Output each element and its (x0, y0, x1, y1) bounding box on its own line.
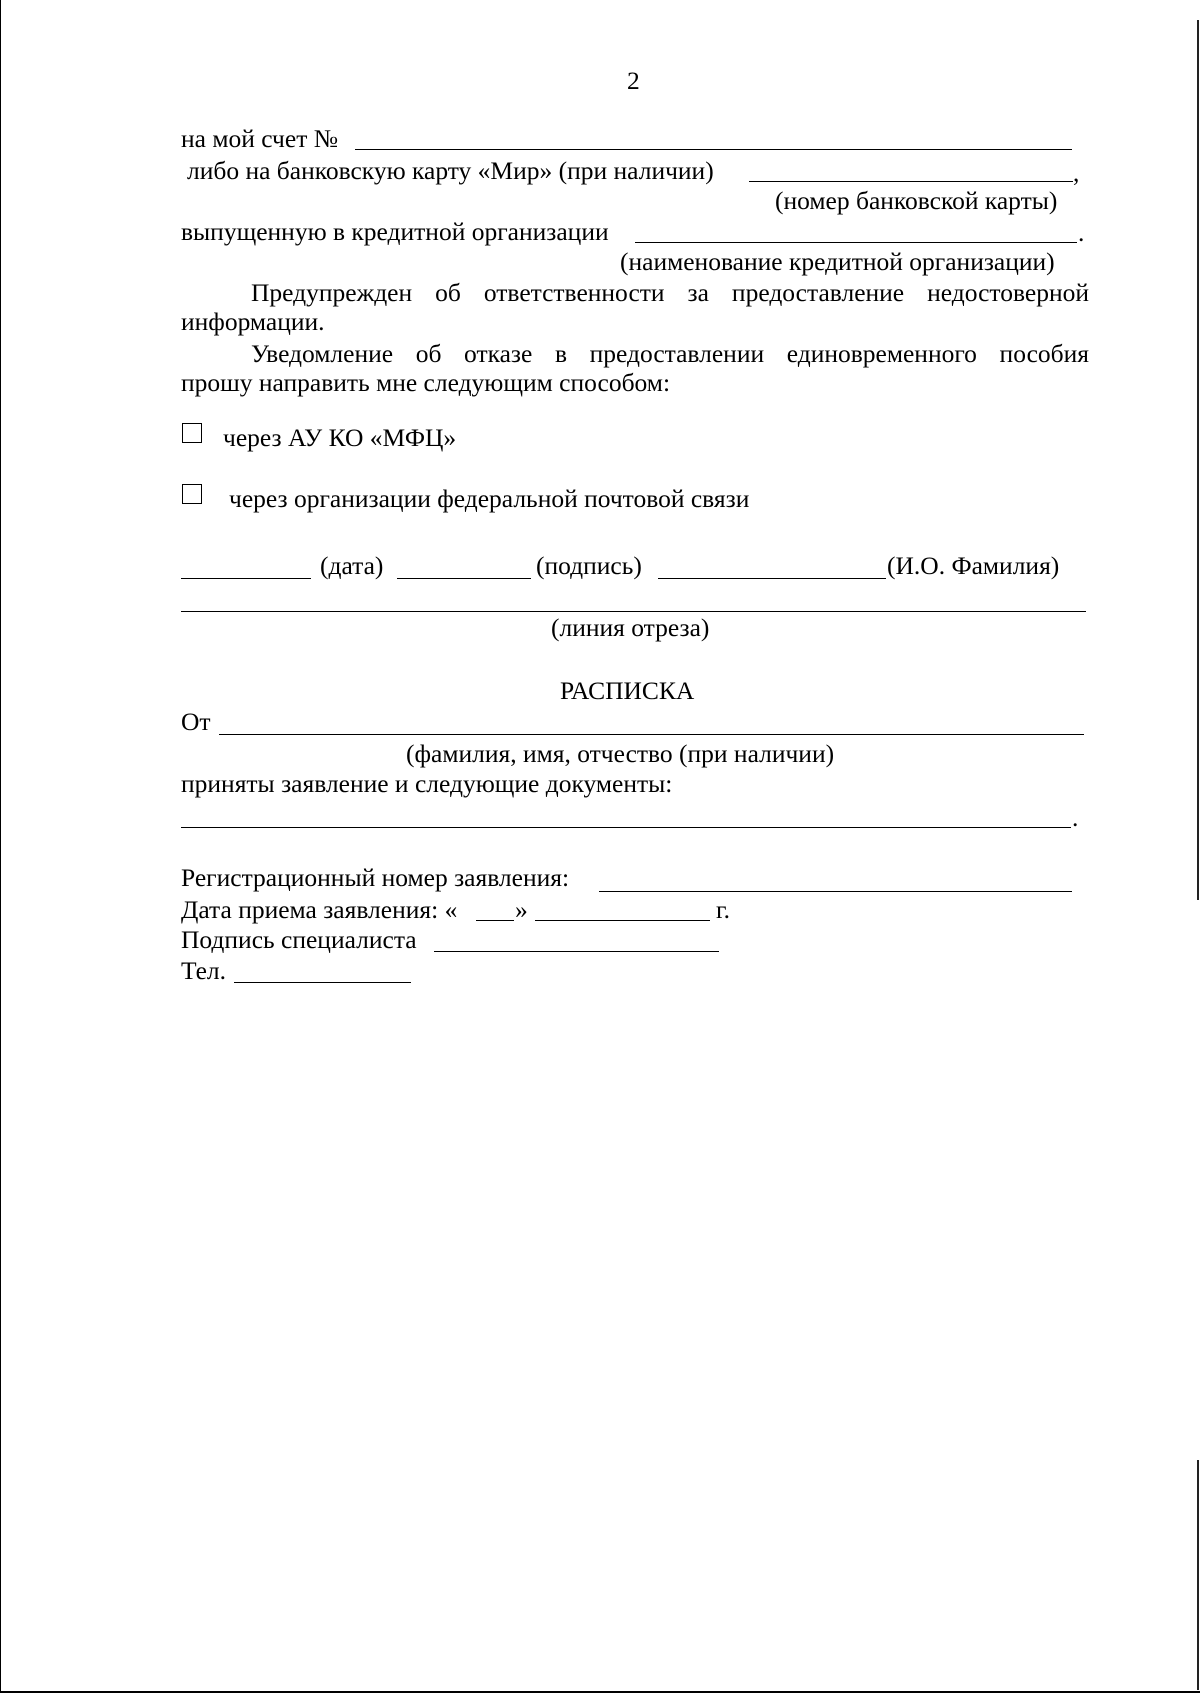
documents-trailing-dot: . (1072, 803, 1079, 832)
date-caption: (дата) (320, 551, 384, 580)
phone-label: Тел. (181, 956, 227, 985)
cut-line-caption: (линия отреза) (551, 613, 710, 642)
year-suffix: г. (716, 895, 730, 924)
specialist-signature-field[interactable] (434, 951, 719, 952)
documents-label: приняты заявление и следующие документы: (181, 769, 673, 798)
card-number-field[interactable] (749, 181, 1073, 182)
receipt-title: РАСПИСКА (560, 676, 695, 705)
from-name-field[interactable] (219, 734, 1084, 735)
documents-field[interactable] (181, 827, 1071, 828)
bank-label: выпущенную в кредитной организации (181, 217, 609, 246)
specialist-label: Подпись специалиста (181, 925, 417, 954)
scan-edge (1197, 1460, 1199, 1690)
page-number: 2 (627, 66, 640, 95)
bank-trailing-dot: . (1078, 218, 1085, 247)
cut-line (181, 611, 1086, 612)
warning-line-2: информации. (181, 307, 325, 336)
scan-edge (1197, 20, 1199, 900)
from-caption: (фамилия, имя, отчество (при наличии) (406, 739, 835, 768)
account-number-field[interactable] (355, 149, 1072, 150)
name-caption: (И.О. Фамилия) (887, 551, 1060, 580)
refusal-line-2: прошу направить мне следующим способом: (181, 368, 671, 397)
name-field[interactable] (658, 578, 886, 579)
reg-number-label: Регистрационный номер заявления: (181, 863, 570, 892)
signature-caption: (подпись) (536, 551, 642, 580)
account-label: на мой счет № (181, 124, 339, 153)
month-field[interactable] (535, 920, 710, 921)
date-close-quote: » (515, 895, 528, 924)
bank-name-field[interactable] (635, 242, 1077, 243)
date-field[interactable] (181, 578, 311, 579)
phone-field[interactable] (234, 982, 411, 983)
signature-field[interactable] (397, 578, 531, 579)
date-received-label: Дата приема заявления: « (181, 895, 458, 924)
refusal-line-1: Уведомление об отказе в предоставлении единовременного пособия (251, 339, 1089, 368)
card-label: либо на банковскую карту «Мир» (при наличии) (187, 156, 714, 185)
mfc-delivery-checkbox[interactable] (182, 423, 202, 443)
mfc-delivery-label: через АУ КО «МФЦ» (223, 423, 457, 452)
card-trailing-comma: , (1073, 158, 1080, 187)
from-label: От (181, 707, 211, 736)
post-delivery-checkbox[interactable] (182, 484, 202, 504)
reg-number-field[interactable] (599, 891, 1072, 892)
warning-line-1: Предупрежден об ответственности за предоставление недостоверной (251, 278, 1089, 307)
day-field[interactable] (476, 920, 514, 921)
post-delivery-label: через организации федеральной почтовой связи (229, 484, 750, 513)
bank-caption: (наименование кредитной организации) (620, 247, 1055, 276)
card-caption: (номер банковской карты) (775, 186, 1058, 215)
